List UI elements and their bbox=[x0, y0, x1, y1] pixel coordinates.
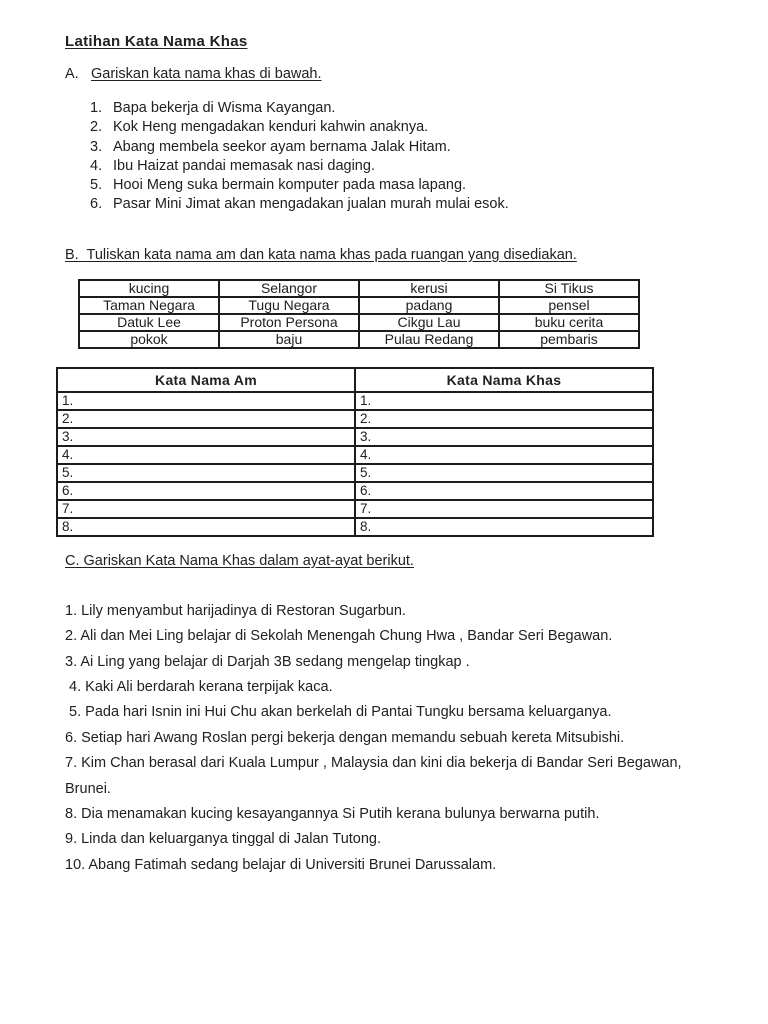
answer-table bbox=[56, 367, 654, 537]
item-number: 5. bbox=[90, 177, 103, 194]
table-row bbox=[57, 464, 653, 482]
word-bank-cell: baju bbox=[219, 331, 359, 348]
word-bank-cell: Si Tikus bbox=[499, 280, 639, 297]
word-bank-cell: Selangor bbox=[219, 280, 359, 297]
word-bank-cell: Proton Persona bbox=[219, 314, 359, 331]
list-item bbox=[90, 118, 768, 137]
table-row bbox=[79, 280, 639, 297]
answer-cell-left: 8. bbox=[57, 518, 355, 536]
list-item bbox=[90, 138, 768, 157]
sentence: 8. Dia menamakan kucing kesayangannya Si Putih kerana bulunya berwarna putih. bbox=[65, 806, 600, 823]
word-bank-cell: pembaris bbox=[499, 331, 639, 348]
table-row bbox=[57, 410, 653, 428]
section-a-list bbox=[90, 99, 768, 215]
word-bank-cell: padang bbox=[359, 297, 499, 314]
table-row bbox=[57, 446, 653, 464]
answer-cell-left: 2. bbox=[57, 410, 355, 428]
table-row bbox=[79, 297, 639, 314]
item-text: Bapa bekerja di Wisma Kayangan. bbox=[113, 100, 336, 116]
item-number: 6. bbox=[90, 196, 103, 213]
sentence: 5. Pada hari Isnin ini Hui Chu akan berkelah di Pantai Tungku bersama keluarganya. bbox=[65, 704, 612, 721]
item-text: Abang membela seekor ayam bernama Jalak Hitam. bbox=[113, 138, 451, 155]
table-row bbox=[57, 428, 653, 446]
section-a-heading bbox=[65, 66, 768, 82]
table-row bbox=[57, 500, 653, 518]
section-a-label: A. bbox=[65, 66, 79, 82]
word-bank-cell: buku cerita bbox=[499, 314, 639, 331]
item-number: 2. bbox=[90, 119, 103, 136]
answer-cell-right: 6. bbox=[355, 482, 653, 500]
table-row bbox=[57, 482, 653, 500]
word-bank-cell: kucing bbox=[79, 280, 219, 297]
sentence: 1. Lily menyambut harijadinya di Restoran Sugarbun. bbox=[65, 602, 406, 619]
section-a-instruction: Gariskan kata nama khas di bawah. bbox=[91, 66, 322, 82]
item-number: 4. bbox=[90, 157, 103, 174]
answer-cell-right: 3. bbox=[355, 428, 653, 446]
column-header-kata-nama-khas: Kata Nama Khas bbox=[355, 368, 653, 392]
table-row bbox=[57, 392, 653, 410]
table-row bbox=[79, 314, 639, 331]
answer-cell-right: 2. bbox=[355, 410, 653, 428]
item-text: Hooi Meng suka bermain komputer pada masa lapang. bbox=[113, 177, 467, 194]
sentence: 7. Kim Chan berasal dari Kuala Lumpur , Malaysia dan kini dia bekerja di Bandar Seri Begawan, Brunei. bbox=[65, 755, 686, 797]
answer-cell-right: 4. bbox=[355, 446, 653, 464]
word-bank-cell: Tugu Negara bbox=[219, 297, 359, 314]
word-bank-table bbox=[78, 279, 640, 349]
item-text: Kok Heng mengadakan kenduri kahwin anaknya. bbox=[113, 119, 429, 136]
word-bank-cell: pensel bbox=[499, 297, 639, 314]
word-bank-cell: Pulau Redang bbox=[359, 331, 499, 348]
answer-cell-right: 7. bbox=[355, 500, 653, 518]
answer-cell-right: 5. bbox=[355, 464, 653, 482]
section-b-heading: B. Tuliskan kata nama am dan kata nama khas pada ruangan yang disediakan. bbox=[65, 246, 577, 263]
word-bank-cell: pokok bbox=[79, 331, 219, 348]
table-header-row bbox=[57, 368, 653, 392]
table-row bbox=[79, 331, 639, 348]
list-item bbox=[90, 176, 768, 195]
answer-cell-left: 6. bbox=[57, 482, 355, 500]
item-number: 3. bbox=[90, 138, 103, 155]
item-number: 1. bbox=[90, 100, 103, 116]
sentence: 4. Kaki Ali berdarah kerana terpijak kaca. bbox=[65, 679, 333, 695]
section-c-heading: C. Gariskan Kata Nama Khas dalam ayat-ayat berikut. bbox=[65, 552, 414, 569]
list-item bbox=[90, 99, 768, 118]
page-title: Latihan Kata Nama Khas bbox=[65, 33, 248, 50]
list-item bbox=[90, 157, 768, 176]
sentence: 2. Ali dan Mei Ling belajar di Sekolah Menengah Chung Hwa , Bandar Seri Begawan. bbox=[65, 628, 613, 645]
list-item bbox=[90, 195, 768, 214]
word-bank-cell: Taman Negara bbox=[79, 297, 219, 314]
item-text: Ibu Haizat pandai memasak nasi daging. bbox=[113, 157, 375, 174]
table-row bbox=[57, 518, 653, 536]
answer-cell-right: 8. bbox=[355, 518, 653, 536]
column-header-kata-nama-am: Kata Nama Am bbox=[57, 368, 355, 392]
answer-cell-left: 7. bbox=[57, 500, 355, 518]
sentence: 9. Linda dan keluarganya tinggal di Jalan Tutong. bbox=[65, 831, 382, 848]
word-bank-cell: Datuk Lee bbox=[79, 314, 219, 331]
answer-cell-left: 5. bbox=[57, 464, 355, 482]
answer-cell-left: 1. bbox=[57, 392, 355, 410]
section-c-sentences bbox=[65, 599, 713, 878]
word-bank-cell: kerusi bbox=[359, 280, 499, 297]
word-bank-cell: Cikgu Lau bbox=[359, 314, 499, 331]
sentence: 10. Abang Fatimah sedang belajar di Universiti Brunei Darussalam. bbox=[65, 856, 497, 873]
answer-cell-right: 1. bbox=[355, 392, 653, 410]
answer-cell-left: 3. bbox=[57, 428, 355, 446]
answer-cell-left: 4. bbox=[57, 446, 355, 464]
item-text: Pasar Mini Jimat akan mengadakan jualan murah mulai esok. bbox=[113, 196, 509, 213]
sentence: 3. Ai Ling yang belajar di Darjah 3B sedang mengelap tingkap . bbox=[65, 653, 470, 670]
sentence: 6. Setiap hari Awang Roslan pergi bekerja dengan memandu sebuah kereta Mitsubishi. bbox=[65, 729, 625, 746]
